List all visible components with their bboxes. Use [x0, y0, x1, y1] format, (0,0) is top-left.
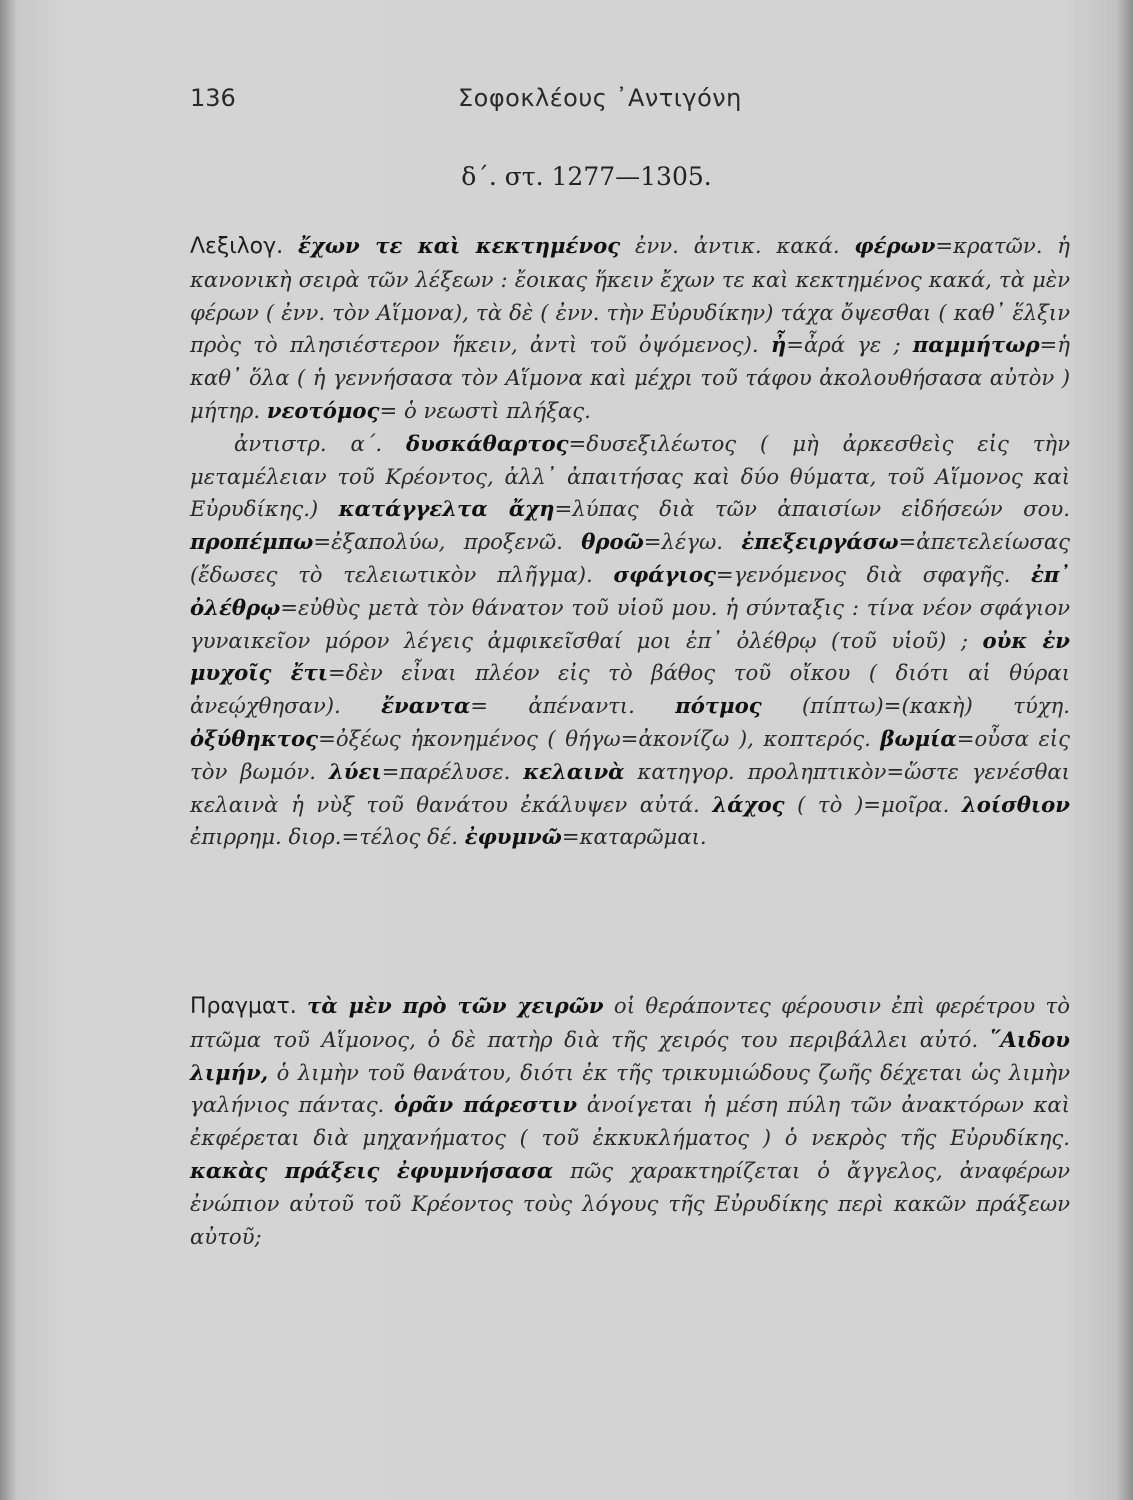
- headword: λάχος: [712, 791, 785, 817]
- headword: τὰ μὲν πρὸ τῶν χειρῶν: [307, 993, 604, 1018]
- gloss-text: =κρατῶν. ἡ κανονικὴ σειρὰ τῶν λέξεων : ἔοικας ἥκειν ἔχων τε καὶ κεκτημένος κακά, τὰ μὲν φέρων ( ἐνν. τὸν Αἵμονα), τὰ δὲ ( ἐνν. τὴν Εὐρυδίκην) τάχα ὄψεσθαι ( καθ᾽ ἕλξιν πρὸς τὸ πλησιέστερον ἥκειν, ἀντὶ τοῦ ὀψόμενος).: [190, 233, 1070, 358]
- gloss-text: = ὁ νεωστὶ πλήξας.: [379, 397, 591, 423]
- section-title: δ΄. στ. 1277—1305.: [461, 162, 712, 191]
- headword: οὐκ ἐν μυχοῖς ἔτι: [190, 627, 1070, 686]
- headword: δυσκάθαρτος: [406, 430, 569, 456]
- headword: λύει: [328, 758, 382, 784]
- gloss-text: =ὀξέως ἠκονημένος ( θήγω=ἀκονίζω ), κοπτερός.: [318, 725, 881, 751]
- gloss-text: ἐπιρρημ. διορ.=τέλος δέ.: [190, 824, 465, 850]
- gloss-text: πῶς χαρακτηρίζεται ὁ ἄγγελος, ἀναφέρων ἐνώπιον αὐτοῦ τοῦ Κρέοντος τοὺς λόγους τῆς Εὐρυδίκης περὶ κακῶν πράξεων αὐτοῦ;: [190, 1157, 1070, 1249]
- gloss-text: [297, 993, 307, 1018]
- gloss-text: =δυσεξιλέωτος ( μὴ ἀρκεσθεὶς εἰς τὴν μεταμέλειαν τοῦ Κρέοντος, ἀλλ᾽ ἀπαιτήσας καὶ δύο θύματα, τοῦ Αἵμονος καὶ Εὐρυδίκης.): [190, 430, 1071, 522]
- gloss-text: =οὖσα εἰς τὸν βωμόν.: [190, 725, 1070, 784]
- vocabulary-section: [190, 230, 1070, 854]
- gloss-text: =καταρῶμαι.: [561, 824, 707, 850]
- headword: κατάγγελτα ἄχη: [338, 496, 555, 522]
- headword: σφάγιος: [613, 561, 716, 587]
- gloss-text: οἱ θεράποντες φέρουσιν ἐπὶ φερέτρου τὸ πτῶμα τοῦ Αἵμονος, ὁ δὲ πατὴρ διὰ τῆς χειρός του περιβάλλει αὐτό.: [190, 993, 1070, 1052]
- gloss-text: ἀντιστρ. α΄.: [234, 430, 407, 456]
- vocabulary-paragraph-1: [190, 230, 1070, 428]
- headword: θροῶ: [581, 529, 644, 555]
- headword: κελαινὰ: [523, 758, 625, 784]
- page-number: 136: [190, 84, 236, 112]
- headword: πότμος: [675, 693, 762, 719]
- gloss-text: =εὐθὺς μετὰ τὸν θάνατον τοῦ υἱοῦ μου. ἡ σύνταξις : τίνα νέον σφάγιον γυναικεῖον μόρον λέγεις ἀμφικεῖσθαί μοι ἐπ᾽ ὀλέθρῳ (τοῦ υἱοῦ) ;: [190, 594, 1070, 653]
- headword: ἔναντα: [381, 693, 471, 719]
- headword: ὁρᾶν πάρεστιν: [393, 1092, 578, 1118]
- gloss-text: =γενόμενος διὰ σφαγῆς.: [715, 561, 1032, 587]
- vocabulary-text-2: [190, 431, 1070, 850]
- gloss-text: ( τὸ )=μοῖρα.: [784, 791, 962, 817]
- headword: φέρων: [854, 233, 936, 258]
- headword: ἦ: [770, 332, 787, 358]
- gloss-text: =ἐξαπολύω, προξενῶ.: [313, 529, 582, 555]
- gloss-text: =παρέλυσε.: [381, 758, 524, 784]
- headword: ἐφυμνῶ: [464, 824, 562, 850]
- commentary-paragraph: [190, 990, 1070, 1253]
- headword: ὀξύθηκτος: [190, 725, 319, 751]
- gloss-text: =δὲν εἶναι πλέον εἰς τὸ βάθος τοῦ οἴκου ( διότι αἱ θύραι ἀνεῴχθησαν).: [190, 660, 1071, 719]
- gloss-text: ἐνν. ἀντικ. κακά.: [620, 233, 855, 258]
- headword: ἔχων τε καὶ κεκτημένος: [298, 233, 621, 258]
- headword: παμμήτωρ: [912, 332, 1040, 358]
- commentary-label: Πραγματ.: [190, 994, 297, 1019]
- commentary-text: [190, 993, 1070, 1249]
- vocabulary-paragraph-2: [190, 428, 1070, 854]
- gloss-text: =λύπας διὰ τῶν ἀπαισίων εἰδήσεών σου.: [554, 496, 1070, 522]
- headword: ῞Αιδου λιμήν,: [190, 1026, 1070, 1085]
- headword: βωμία: [880, 725, 957, 751]
- headword: λοίσθιον: [961, 791, 1070, 817]
- gloss-text: =λέγω.: [643, 529, 742, 555]
- running-title: Σοφοκλέους ᾽Αντιγόνη: [458, 84, 742, 112]
- headword: νεοτόμος: [266, 397, 380, 423]
- headword: ἐπεξειργάσω: [741, 529, 899, 555]
- headword: προπέμπω: [190, 529, 314, 555]
- vocabulary-text-1: [190, 233, 1070, 423]
- gloss-text: κατηγορ. προληπτικὸν=ὥστε γενέσθαι κελαινὰ ἡ νὺξ τοῦ θανάτου ἐκάλυψεν αὐτά.: [190, 758, 1070, 817]
- headword: κακὰς πράξεις ἐφυμνήσασα: [190, 1157, 554, 1183]
- gloss-text: =ἆρά γε ;: [786, 332, 913, 358]
- vocabulary-label: Λεξιλογ.: [190, 234, 284, 259]
- gloss-text: =ἀπετελείωσας (ἔδωσες τὸ τελειωτικὸν πλῆγμα).: [190, 529, 1070, 587]
- page-header: [190, 84, 1070, 124]
- gloss-text: (πίπτω)=(κακὴ) τύχη.: [761, 693, 1070, 719]
- gloss-text: = ἀπέναντι.: [470, 693, 676, 719]
- commentary-section: [190, 990, 1070, 1253]
- gloss-text: ὁ λιμὴν τοῦ θανάτου, διότι ἐκ τῆς τρικυμιώδους ζωῆς δέχεται ὡς λιμὴν γαλήνιος πάντας.: [190, 1059, 1070, 1118]
- gloss-text: =ἡ καθ᾽ ὅλα ( ἡ γεννήσασα τὸν Αἵμονα καὶ μέχρι τοῦ τάφου ἀκολουθήσασα αὐτὸν ) μήτηρ.: [190, 332, 1070, 423]
- gloss-text: ἀνοίγεται ἡ μέση πύλη τῶν ἀνακτόρων καὶ ἐκφέρεται διὰ μηχανήματος ( τοῦ ἐκκυκλήματος ) ὁ νεκρὸς τῆς Εὐρυδίκης.: [190, 1092, 1070, 1151]
- headword: ἐπ᾽ ὀλέθρῳ: [190, 561, 1071, 620]
